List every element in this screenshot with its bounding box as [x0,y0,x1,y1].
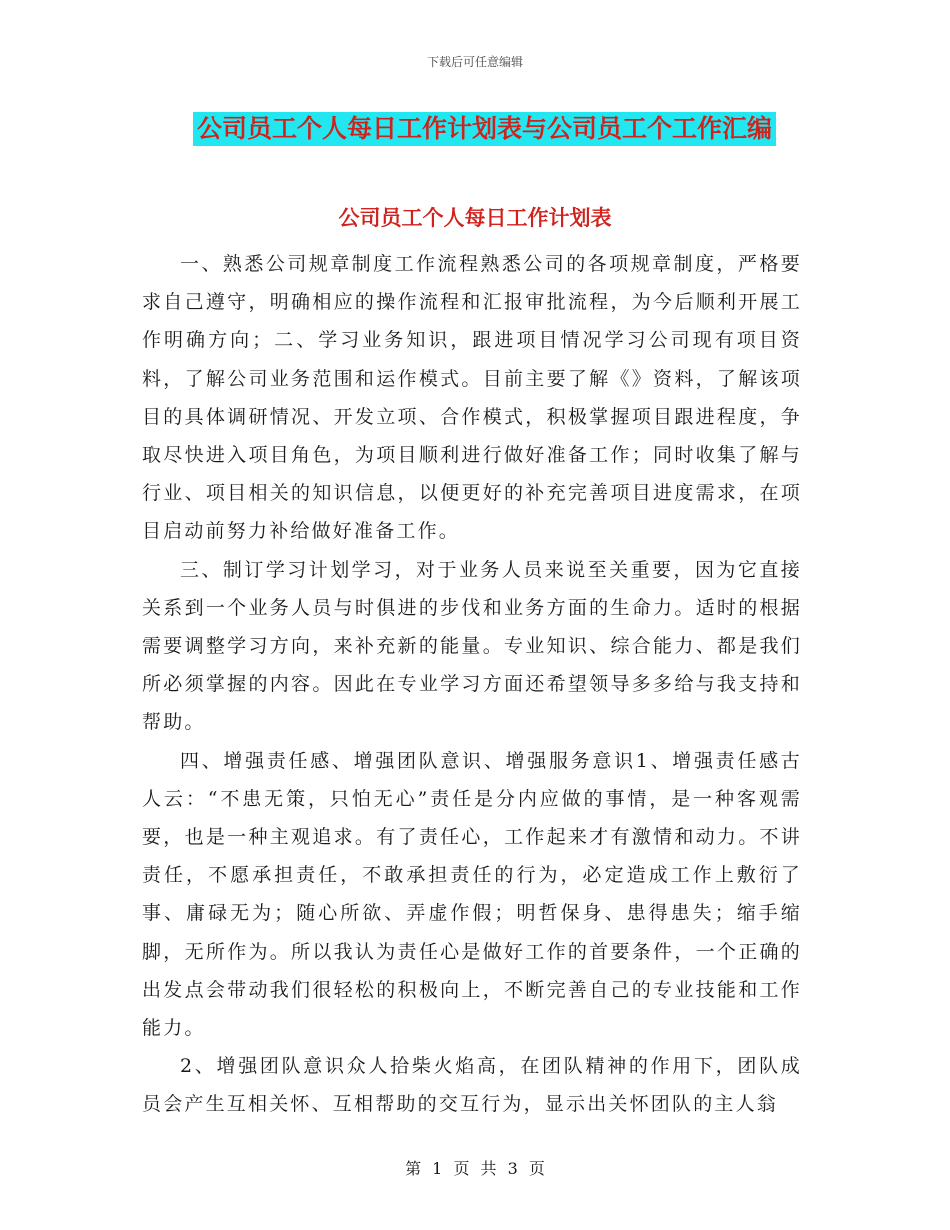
paragraph: 一、熟悉公司规章制度工作流程熟悉公司的各项规章制度，严格要求自己遵守，明确相应的操作流程和汇报审批流程，为今后顺利开展工作明确方向；二、学习业务知识，跟进项目情况学习公司现有项目资料，了解公司业务范围和运作模式。目前主要了解《》资料，了解该项目的具体调研情况、开发立项、合作模式，积极掌握项目跟进程度，争取尽快进入项目角色，为项目顺利进行做好准备工作；同时收集了解与行业、项目相关的知识信息，以便更好的补充完善项目进度需求，在项目启动前努力补给做好准备工作。 [142,253,802,543]
page-header-note: 下载后可任意编辑 [426,55,523,69]
document-main-title: 公司员工个人每日工作计划表与公司员工个工作汇编 [193,112,776,146]
document-body [142,245,802,1124]
paragraph: 三、制订学习计划学习，对于业务人员来说至关重要，因为它直接关系到一个业务人员与时俱进的步伐和业务方面的生命力。适时的根据需要调整学习方向，来补充新的能量。专业知识、综合能力、都是我们所必须掌握的内容。因此在专业学习方面还希望领导多多给与我支持和帮助。 [142,558,802,734]
paragraph: 2、增强团队意识众人拾柴火焰高，在团队精神的作用下，团队成员会产生互相关怀、互相帮助的交互行为，显示出关怀团队的主人翁 [142,1055,802,1116]
page-footer: 第 1 页 共 3 页 [405,1159,545,1178]
section-title: 公司员工个人每日工作计划表 [338,206,612,230]
paragraph: 四、增强责任感、增强团队意识、增强服务意识1、增强责任感古人云：“不患无策，只怕无心”责任是分内应做的事情，是一种客观需要，也是一种主观追求。有了责任心，工作起来才有激情和动力。不讲责任，不愿承担责任，不敢承担责任的行为，必定造成工作上敷衍了事、庸碌无为；随心所欲、弄虚作假；明哲保身、患得患失；缩手缩脚，无所作为。所以我认为责任心是做好工作的首要条件，一个正确的出发点会带动我们很轻松的积极向上，不断完善自己的专业技能和工作能力。 [142,749,802,1040]
